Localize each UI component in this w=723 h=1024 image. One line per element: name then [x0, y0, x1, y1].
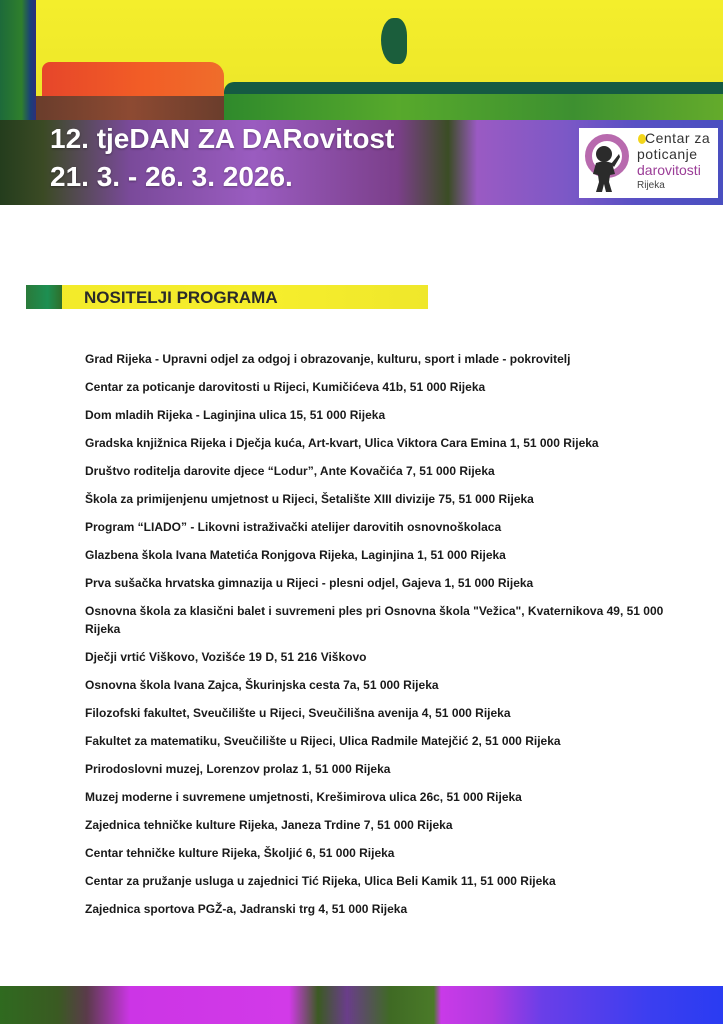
list-item: Zajednica sportova PGŽ-a, Jadranski trg 4, 51 000 Rijeka [85, 902, 408, 916]
logo-text-line4: Rijeka [637, 180, 665, 191]
list-item: Dječji vrtić Viškovo, Vozišće 19 D, 51 216 Viškovo [85, 650, 367, 664]
banner-artwork-brown-shape [36, 96, 226, 120]
child-figure-icon [590, 144, 620, 194]
banner-artwork-red-shape [42, 62, 224, 100]
logo-text-line3: darovitosti [637, 162, 701, 178]
list-item: Zajednica tehničke kulture Rijeka, Janeza Trdine 7, 51 000 Rijeka [85, 818, 453, 832]
list-item: Gradska knjižnica Rijeka i Dječja kuća, Art-kvart, Ulica Viktora Cara Emina 1, 51 000 Rijeka [85, 436, 599, 450]
list-item: Fakultet za matematiku, Sveučilište u Rijeci, Ulica Radmile Matejčić 2, 51 000 Rijeka [85, 734, 561, 748]
list-item: Prva sušačka hrvatska gimnazija u Rijeci - plesni odjel, Gajeva 1, 51 000 Rijeka [85, 576, 534, 590]
section-heading-bar [26, 285, 428, 309]
event-dates: 21. 3. - 26. 3. 2026. [50, 161, 293, 192]
banner-artwork-tree [381, 18, 407, 64]
event-title [50, 120, 394, 196]
list-item: Dom mladih Rijeka - Laginjina ulica 15, 51 000 Rijeka [85, 408, 386, 422]
list-item: Muzej moderne i suvremene umjetnosti, Krešimirova ulica 26c, 51 000 Rijeka [85, 790, 522, 804]
list-item: Društvo roditelja darovite djece “Lodur”, Ante Kovačića 7, 51 000 Rijeka [85, 464, 495, 478]
logo-text-line1: Centar za [645, 130, 711, 146]
logo-text-line2: poticanje [637, 146, 698, 162]
list-item: Centar za poticanje darovitosti u Rijeci, Kumičićeva 41b, 51 000 Rijeka [85, 380, 486, 394]
header-banner [0, 0, 723, 205]
list-item: Centar tehničke kulture Rijeka, Školjić 6, 51 000 Rijeka [85, 846, 395, 860]
list-item: Program “LIADO” - Likovni istraživački atelijer darovitih osnovnoškolaca [85, 520, 502, 534]
list-item: Osnovna škola za klasični balet i suvremeni ples pri Osnovna škola "Vežica", Kvaternikova 49, 51 000 Rijeka [85, 604, 664, 636]
event-title-line: 12. tjeDAN ZA DARovitost [50, 123, 395, 154]
organization-logo [579, 128, 718, 198]
list-item: Grad Rijeka - Upravni odjel za odgoj i obrazovanje, kulturu, sport i mlade - pokrovitelj [85, 352, 571, 366]
list-item: Osnovna škola Ivana Zajca, Škurinjska cesta 7a, 51 000 Rijeka [85, 678, 439, 692]
list-item: Filozofski fakultet, Sveučilište u Rijeci, Sveučilišna avenija 4, 51 000 Rijeka [85, 706, 511, 720]
organizers-list [85, 350, 675, 928]
footer-artwork [0, 986, 723, 1024]
section-heading-accent [26, 285, 62, 309]
list-item: Centar za pružanje usluga u zajednici Tić Rijeka, Ulica Beli Kamik 11, 51 000 Rijeka [85, 874, 556, 888]
banner-artwork-field [224, 94, 723, 120]
banner-artwork-strip [0, 0, 36, 120]
list-item: Glazbena škola Ivana Matetića Ronjgova Rijeka, Laginjina 1, 51 000 Rijeka [85, 548, 506, 562]
list-item: Prirodoslovni muzej, Lorenzov prolaz 1, 51 000 Rijeka [85, 762, 391, 776]
list-item: Škola za primijenjenu umjetnost u Rijeci, Šetalište XIII divizije 75, 51 000 Rijeka [85, 492, 534, 506]
section-title: NOSITELJI PROGRAMA [84, 288, 278, 307]
